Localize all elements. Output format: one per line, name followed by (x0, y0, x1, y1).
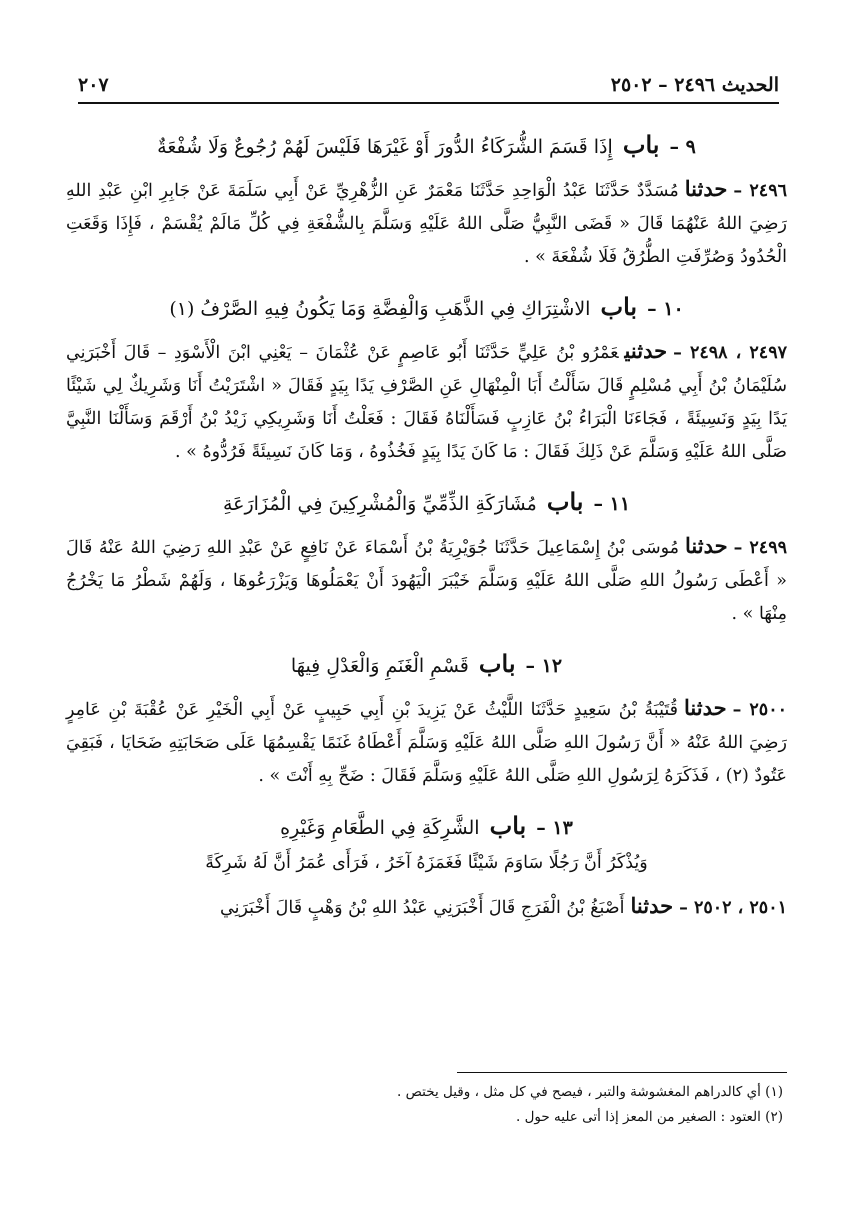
chapter-title: إِذَا قَسَمَ الشُّرَكَاءُ الدُّورَ أَوْ غَيْرَهَا فَلَيْسَ لَهُمْ رُجُوعٌ وَلَا شُفْعَةٌ (157, 136, 613, 158)
chapter-number: ١٢ – (525, 655, 563, 677)
chapter-heading (66, 647, 787, 683)
hadith-paragraph (66, 889, 787, 925)
bab-label: باب (546, 487, 584, 516)
chapter-title: قَسْمِ الْغَنَمِ وَالْعَدْلِ فِيهَا (290, 655, 469, 677)
hadathana-label: حدثنا (684, 176, 728, 201)
hadathana-label: حدثني (624, 338, 668, 363)
chapter-note: وَيُذْكَرُ أَنَّ رَجُلًا سَاوَمَ شَيْئًا فَغَمَزَهُ آخَرُ ، فَرَأَى عُمَرُ أَنَّ لَهُ شَرِكَةً (205, 853, 648, 873)
chapter-number: ١١ – (593, 493, 631, 515)
bab-label: باب (489, 811, 527, 840)
page-body (66, 128, 787, 941)
hadith-number: ٢٥٠٠ – (732, 700, 788, 720)
footnote: (٢) العتود : الصغير من المعز إذا أتى عليه حول . (516, 1109, 783, 1125)
hadith-text: أَصْبَغُ بْنُ الْفَرَجِ قَالَ أَخْبَرَنِي عَبْدُ اللهِ بْنُ وَهْبٍ قَالَ أَخْبَرَنِي (220, 898, 625, 918)
page-header (78, 68, 779, 104)
chapter-number: ١٣ – (536, 817, 573, 839)
running-title: الحديث ٢٤٩٦ – ٢٥٠٢ (610, 74, 779, 96)
hadith-paragraph (66, 172, 787, 274)
hadith-text: عَمْرُو بْنُ عَلِيٍّ حَدَّثَنَا أَبُو عَاصِمٍ عَنْ عُثْمَانَ – يَعْنِي ابْنَ الْأَسْوَدِ – قَالَ أَخْبَرَنِي سُلَيْمَانُ بْنُ أَبِي مُسْلِمٍ قَالَ سَأَلْتُ أَبَا الْمِنْهَالِ عَنِ الصَّرْفِ يَدًا بِيَدٍ فَقَالَ « اشْتَرَيْتُ أَنَا وَشَرِيكٌ لِي شَيْئًا يَدًا بِيَدٍ وَنَسِيئَةً ، فَجَاءَنَا الْبَرَاءُ بْنُ عَازِبٍ فَسَأَلْنَاهُ فَقَالَ : فَعَلْتُ أَنَا وَشَرِيكِي زَيْدُ بْنُ أَرْقَمَ وَسَأَلْنَا النَّبِيَّ صَلَّى اللهُ عَلَيْهِ وَسَلَّمَ عَنْ ذَلِكَ فَقَالَ : مَا كَانَ يَدًا بِيَدٍ فَخُذُوهُ ، وَمَا كَانَ نَسِيئَةً فَرُدُّوهُ » . (66, 343, 787, 462)
chapter-heading (66, 128, 787, 164)
bab-label: باب (600, 292, 638, 321)
footnotes (283, 1080, 783, 1130)
chapter-heading (66, 290, 787, 326)
hadith-number: ٢٤٩٧ ، ٢٤٩٨ – (673, 343, 788, 363)
chapter-heading (66, 809, 787, 845)
chapter-heading (66, 485, 787, 521)
hadathana-label: حدثنا (685, 533, 728, 558)
chapter-number: ٩ – (669, 136, 696, 158)
hadith-paragraph (66, 334, 787, 469)
hadith-text: مُوسَى بْنُ إِسْمَاعِيلَ حَدَّثَنَا جُوَيْرِيَةُ بْنُ أَسْمَاءَ عَنْ نَافِعٍ عَنْ عَبْدِ اللهِ رَضِيَ اللهُ عَنْهُ قَالَ « أَعْطَى رَسُولُ اللهِ صَلَّى اللهُ عَلَيْهِ وَسَلَّمَ خَيْبَرَ الْيَهُودَ أَنْ يَعْمَلُوهَا وَيَزْرَعُوهَا ، وَلَهُمْ شَطْرُ مَا يَخْرُجُ مِنْهَا » . (66, 538, 787, 624)
bab-label: باب (622, 130, 660, 159)
page-number: ٢٠٧ (78, 74, 109, 96)
chapter-number: ١٠ – (647, 298, 684, 320)
hadith-text: قُتَيْبَةُ بْنُ سَعِيدٍ حَدَّثَنَا اللَّيْثُ عَنْ يَزِيدَ بْنِ أَبِي حَبِيبٍ عَنْ أَبِي الْخَيْرِ عَنْ عُقْبَةَ بْنِ عَامِرٍ رَضِيَ اللهُ عَنْهُ « أَنَّ رَسُولَ اللهِ صَلَّى اللهُ عَلَيْهِ وَسَلَّمَ أَعْطَاهُ غَنَمًا يَقْسِمُهَا عَلَى صَحَابَتِهِ ضَحَايَا ، فَبَقِيَ عَتُودٌ (٢) ، فَذَكَرَهُ لِرَسُولِ اللهِ صَلَّى اللهُ عَلَيْهِ وَسَلَّمَ فَقَالَ : ضَحِّ بِهِ أَنْتَ » . (66, 700, 787, 786)
hadith-number: ٢٤٩٩ – (733, 538, 787, 558)
hadathana-label: حدثنا (630, 893, 674, 918)
hadith-text: مُسَدَّدٌ حَدَّثَنَا عَبْدُ الْوَاحِدِ حَدَّثَنَا مَعْمَرٌ عَنِ الزُّهْرِيِّ عَنْ أَبِي سَلَمَةَ عَنْ جَابِرِ ابْنِ عَبْدِ اللهِ رَضِيَ اللهُ عَنْهُمَا قَالَ « قَضَى النَّبِيُّ صَلَّى اللهُ عَلَيْهِ وَسَلَّمَ بِالشُّفْعَةِ فِي كُلِّ مَالَمْ يُقْسَمْ ، فَإِذَا وَقَعَتِ الْحُدُودُ وَصُرِّفَتِ الطُّرُقُ فَلَا شُفْعَةَ » . (66, 181, 787, 267)
hadith-number: ٢٥٠١ ، ٢٥٠٢ – (679, 898, 787, 918)
footnote-divider (457, 1072, 787, 1073)
chapter-title: الاشْتِرَاكِ فِي الذَّهَبِ وَالْفِضَّةِ وَمَا يَكُونُ فِيهِ الصَّرْفُ (١) (169, 298, 591, 320)
hadith-paragraph (66, 691, 787, 793)
chapter-title: مُشَارَكَةِ الذِّمِّيِّ وَالْمُشْرِكِينَ فِي الْمُزَارَعَةِ (222, 493, 537, 515)
hadathana-label: حدثنا (684, 695, 727, 720)
hadith-number: ٢٤٩٦ – (733, 181, 788, 201)
hadith-paragraph (66, 529, 787, 631)
bab-label: باب (478, 649, 516, 678)
footnote: (١) أي كالدراهم المغشوشة والتبر ، فيصح في كل مثل ، وقيل يختص . (397, 1084, 783, 1100)
chapter-title: الشَّرِكَةِ فِي الطَّعَامِ وَغَيْرِهِ (280, 817, 480, 839)
